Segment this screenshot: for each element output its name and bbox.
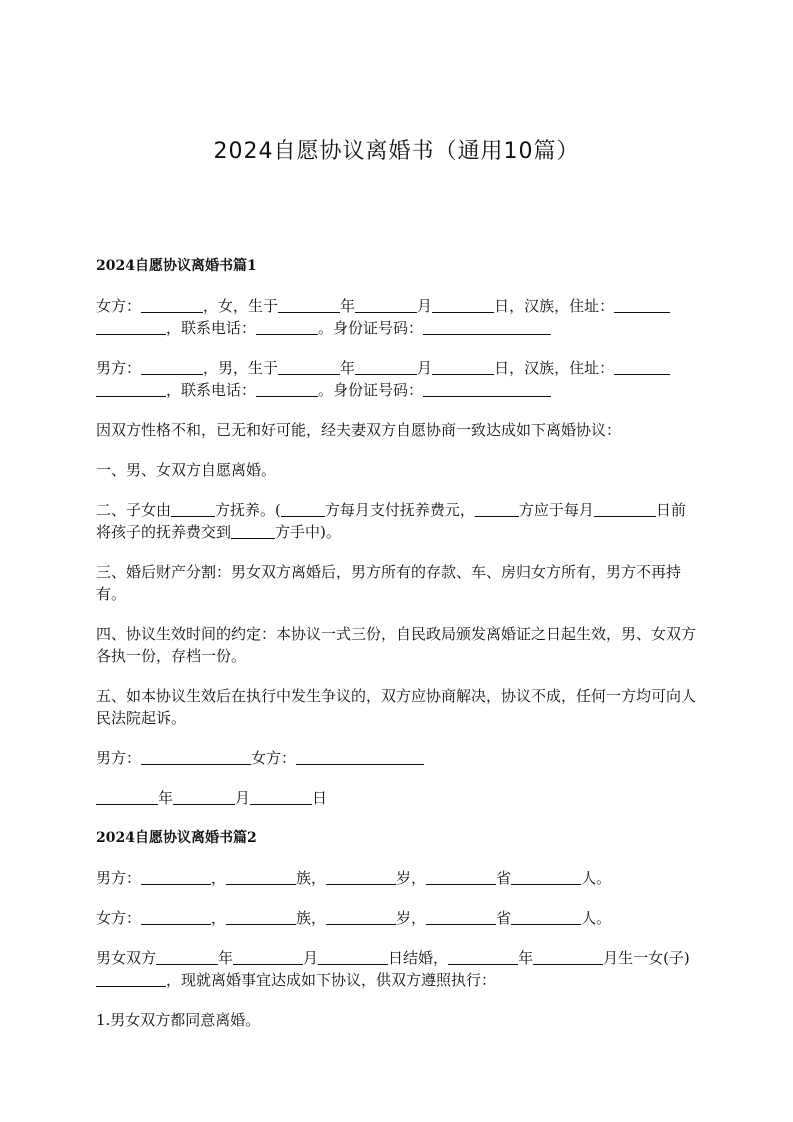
blank-month: [173, 789, 235, 805]
party-female-info: 女方： ，女，生于 年 月 日，汉族，住址：，联系电话： 。身份证号码：: [96, 295, 698, 339]
blank-province: [426, 909, 496, 925]
blank-name: [141, 909, 211, 925]
blank-birth-month: [355, 359, 417, 375]
party-male-info: 男方： ，男，生于 年 月 日，汉族，住址：，联系电话： 。身份证号码：: [96, 357, 698, 401]
marriage-paragraph: 男女双方 年 月 日结婚， 年 月生一女(子)，现就离婚事宜达成如下协议，供双方遵照执行：: [96, 949, 690, 989]
blank-pay-day: [594, 501, 656, 517]
blank-hometown: [511, 869, 581, 885]
blank-birth-year: [278, 359, 340, 375]
blank-birth-month: [533, 949, 603, 965]
clause-1: 1.男女双方都同意离婚。: [96, 1011, 261, 1029]
male-party-details: 男方： ， 族， 岁， 省 人。: [96, 869, 612, 887]
blank-year: [96, 789, 158, 805]
document-body: [96, 255, 698, 1049]
blank-age: [326, 869, 396, 885]
blank-phone: [256, 381, 318, 397]
blank-name: [141, 297, 203, 313]
blank-ethnicity: [226, 869, 296, 885]
blank-hometown: [511, 909, 581, 925]
blank-female-signature: [296, 749, 424, 765]
date-line: 年 月 日: [96, 787, 698, 809]
blank-payer-party: [475, 501, 519, 517]
blank-id-number: [423, 319, 551, 335]
intro-paragraph: 因双方性格不和，已无和好可能，经夫妻双方自愿协商一致达成如下离婚协议：: [96, 421, 622, 439]
clause-3: 三、婚后财产分割：男女双方离婚后，男方所有的存款、车、房归女方所有，男方不再持有。: [96, 563, 682, 603]
blank-receiver-party: [231, 523, 275, 539]
blank-marriage-day: [318, 949, 388, 965]
blank-age: [326, 909, 396, 925]
blank-birth-day: [432, 297, 494, 313]
document-title: 2024自愿协议离婚书（通用10篇）: [213, 139, 580, 164]
blank-address: [614, 297, 670, 313]
female-party-details: 女方： ， 族， 岁， 省 人。: [96, 909, 612, 927]
blank-address: [614, 359, 670, 375]
blank-address-cont: [96, 319, 166, 335]
section-heading: 2024自愿协议离婚书篇1: [96, 258, 257, 274]
blank-name: [141, 359, 203, 375]
blank-address-cont: [96, 381, 166, 397]
blank-birth-year: [448, 949, 518, 965]
blank-day: [250, 789, 312, 805]
signature-line: 男方： 女方：: [96, 747, 698, 769]
blank-birth-year: [278, 297, 340, 313]
blank-ethnicity: [226, 909, 296, 925]
blank-child-name: [96, 971, 166, 987]
section-heading: 2024自愿协议离婚书篇2: [96, 830, 257, 846]
clause-1: 一、男、女双方自愿离婚。: [96, 461, 277, 479]
blank-male-signature: [141, 749, 251, 765]
clause-5: 五、如本协议生效后在执行中发生争议的，双方应协商解决，协议不成，任何一方均可向人民法院起诉。: [96, 687, 697, 727]
clause-2: 二、子女由 方抚养。( 方每月支付抚养费元， 方应于每月 日前将孩子的抚养费交到 方手中)。: [96, 501, 686, 541]
blank-name: [141, 869, 211, 885]
blank-marriage-month: [233, 949, 303, 965]
blank-phone: [256, 319, 318, 335]
clause-4: 四、协议生效时间的约定：本协议一式三份，自民政局颁发离婚证之日起生效，男、女双方各执一份，存档一份。: [96, 625, 697, 665]
blank-payer-party: [281, 501, 325, 517]
blank-marriage-year: [156, 949, 218, 965]
blank-id-number: [423, 381, 551, 397]
blank-custody-party: [171, 501, 215, 517]
blank-province: [426, 869, 496, 885]
blank-birth-month: [355, 297, 417, 313]
blank-birth-day: [432, 359, 494, 375]
